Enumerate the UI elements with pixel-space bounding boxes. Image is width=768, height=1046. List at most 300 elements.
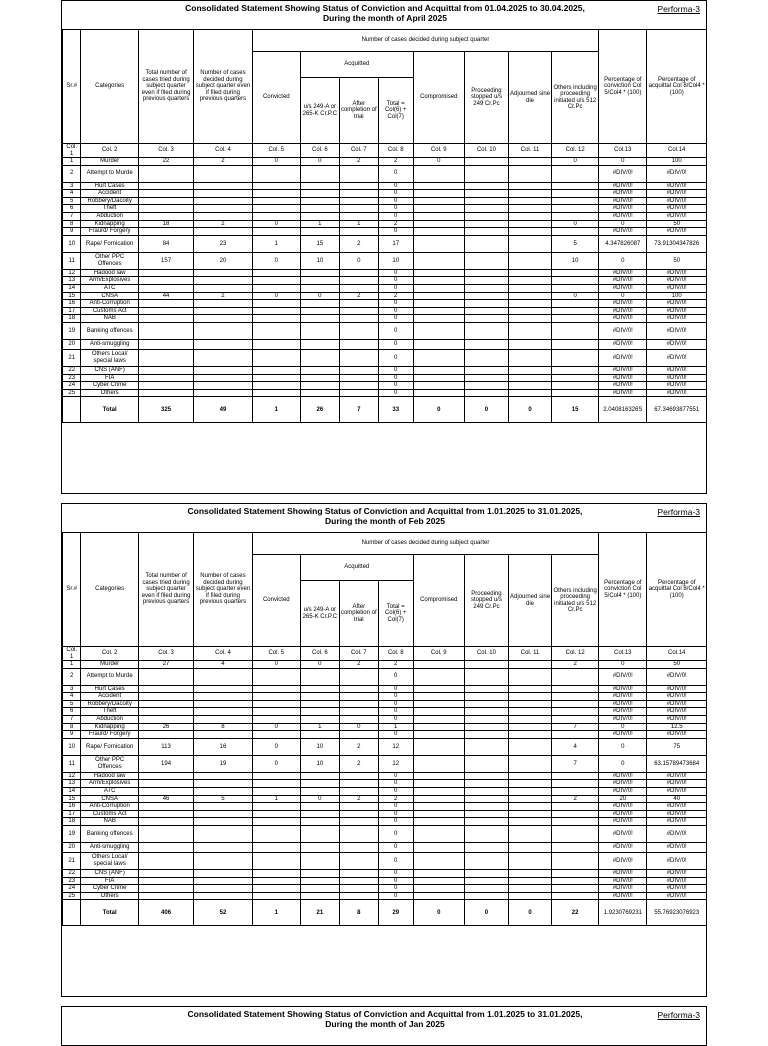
value-cell (194, 693, 252, 701)
value-cell (509, 292, 552, 300)
sr-cell: 4 (63, 190, 81, 198)
value-cell: #DIV/0! (647, 277, 707, 285)
category-cell: CNS (ANF) (81, 366, 138, 374)
value-cell: #DIV/0! (599, 772, 647, 780)
table-row (63, 339, 707, 349)
category-cell: Cyber Crime (81, 382, 138, 390)
value-cell (552, 284, 599, 292)
value-cell (252, 269, 300, 277)
col-number: Col. 3 (138, 144, 193, 158)
value-cell: #DIV/0! (647, 818, 707, 826)
value-cell (138, 825, 193, 842)
table-row (63, 803, 707, 811)
value-cell (509, 892, 552, 900)
value-cell (339, 228, 378, 236)
value-cell (194, 668, 252, 685)
value-cell (138, 190, 193, 198)
value-cell (413, 708, 464, 716)
value-cell (252, 374, 300, 382)
col-number: Col. 10 (464, 144, 508, 158)
value-cell: 7 (552, 755, 599, 772)
value-cell (138, 307, 193, 315)
value-cell: #DIV/0! (599, 300, 647, 308)
value-cell (252, 693, 300, 701)
value-cell: 0 (252, 723, 300, 731)
category-cell: Abduction (81, 212, 138, 220)
value-cell (339, 693, 378, 701)
value-cell (194, 228, 252, 236)
value-cell (464, 382, 508, 390)
table-row (63, 182, 707, 190)
category-cell: Theft (81, 708, 138, 716)
value-cell (339, 315, 378, 323)
value-cell (509, 389, 552, 397)
value-cell (339, 366, 378, 374)
table-row (63, 693, 707, 701)
value-cell (509, 197, 552, 205)
value-cell: #DIV/0! (599, 366, 647, 374)
value-cell (464, 292, 508, 300)
value-cell (194, 182, 252, 190)
performa-label: Performa-3 (657, 1010, 700, 1020)
value-cell: #DIV/0! (599, 787, 647, 795)
value-cell: #DIV/0! (647, 165, 707, 182)
value-cell (138, 668, 193, 685)
value-cell (552, 307, 599, 315)
category-cell: Hadood law (81, 269, 138, 277)
value-cell (509, 158, 552, 166)
value-cell (300, 197, 339, 205)
value-cell (413, 228, 464, 236)
value-cell (252, 165, 300, 182)
value-cell: 2 (339, 755, 378, 772)
value-cell (552, 315, 599, 323)
value-cell (509, 795, 552, 803)
value-cell (509, 738, 552, 755)
value-cell: 0 (378, 892, 413, 900)
col-number: Col. 7 (339, 647, 378, 661)
sheet-title: Consolidated Statement Showing Status of Conviction and Acquittal from 1.01.2025 to 31.01.2025, During the month of Jan 2025 (187, 1009, 583, 1029)
value-cell (552, 700, 599, 708)
table-row (63, 284, 707, 292)
value-cell (194, 284, 252, 292)
sr-cell: 15 (63, 292, 81, 300)
table-row (63, 269, 707, 277)
value-cell (194, 277, 252, 285)
value-cell (252, 772, 300, 780)
value-cell (194, 190, 252, 198)
sr-cell: 16 (63, 803, 81, 811)
value-cell: 50 (647, 220, 707, 228)
value-cell (464, 284, 508, 292)
value-cell (339, 190, 378, 198)
value-cell: 7 (552, 723, 599, 731)
value-cell (194, 366, 252, 374)
value-cell (194, 892, 252, 900)
value-cell (339, 818, 378, 826)
value-cell: 16 (194, 738, 252, 755)
value-cell: #DIV/0! (599, 715, 647, 723)
sr-cell: 6 (63, 708, 81, 716)
value-cell: 0 (378, 693, 413, 701)
value-cell: #DIV/0! (647, 885, 707, 893)
value-cell: #DIV/0! (599, 322, 647, 339)
value-cell (138, 731, 193, 739)
sr-cell: 21 (63, 852, 81, 869)
col-number: Col. 11 (509, 144, 552, 158)
sr-cell: 5 (63, 700, 81, 708)
value-cell: 0 (599, 158, 647, 166)
table-row (63, 228, 707, 236)
value-cell (464, 715, 508, 723)
value-cell: 0 (378, 228, 413, 236)
value-cell: 1 (378, 723, 413, 731)
header-compromised: Compromised (413, 555, 464, 647)
value-cell: #DIV/0! (599, 339, 647, 349)
header-decided: Number of cases decided during subject quarter even if filed during previous quarters (194, 30, 252, 144)
value-cell: #DIV/0! (599, 382, 647, 390)
value-cell: 194 (138, 755, 193, 772)
value-cell: #DIV/0! (647, 825, 707, 842)
value-cell: 10 (300, 755, 339, 772)
sr-cell: 3 (63, 182, 81, 190)
sr-cell: 10 (63, 738, 81, 755)
sr-cell: 22 (63, 869, 81, 877)
value-cell: #DIV/0! (647, 212, 707, 220)
value-cell (552, 803, 599, 811)
value-cell (552, 825, 599, 842)
table-row (63, 322, 707, 339)
value-cell (252, 731, 300, 739)
value-cell (339, 339, 378, 349)
value-cell: 0 (300, 795, 339, 803)
value-cell (464, 731, 508, 739)
value-cell: 0 (599, 252, 647, 269)
category-cell: Others (81, 389, 138, 397)
header-sr: Sr.# (63, 30, 81, 144)
value-cell: #DIV/0! (647, 269, 707, 277)
sr-cell: 18 (63, 818, 81, 826)
value-cell (552, 228, 599, 236)
value-cell (252, 228, 300, 236)
value-cell (509, 366, 552, 374)
col-number: Col. 2 (81, 647, 138, 661)
value-cell (300, 715, 339, 723)
value-cell (509, 708, 552, 716)
value-cell (509, 277, 552, 285)
value-cell (300, 787, 339, 795)
value-cell (252, 349, 300, 366)
total-value-cell: 1.9230769231 (599, 900, 647, 926)
value-cell (252, 715, 300, 723)
value-cell (413, 322, 464, 339)
value-cell (300, 382, 339, 390)
value-cell (138, 182, 193, 190)
value-cell: 75 (647, 738, 707, 755)
value-cell: 0 (252, 738, 300, 755)
value-cell: #DIV/0! (599, 852, 647, 869)
value-cell (509, 190, 552, 198)
value-cell: #DIV/0! (599, 818, 647, 826)
value-cell: #DIV/0! (647, 307, 707, 315)
value-cell (194, 731, 252, 739)
total-value-cell: 0 (413, 900, 464, 926)
col-number: Col. 5 (252, 647, 300, 661)
col-number: Col. 6 (300, 647, 339, 661)
value-cell (413, 277, 464, 285)
value-cell (138, 892, 193, 900)
table-row (63, 825, 707, 842)
value-cell (300, 892, 339, 900)
value-cell (413, 284, 464, 292)
category-cell: Hadood law (81, 772, 138, 780)
sr-cell: 12 (63, 772, 81, 780)
value-cell: 0 (378, 349, 413, 366)
value-cell (464, 205, 508, 213)
value-cell (413, 182, 464, 190)
value-cell (464, 389, 508, 397)
table-row (63, 252, 707, 269)
value-cell (300, 339, 339, 349)
value-cell: 2 (339, 235, 378, 252)
value-cell: 10 (300, 252, 339, 269)
category-cell: ATC (81, 284, 138, 292)
category-cell: Banking offences (81, 322, 138, 339)
category-cell: Robbery/Dacoity (81, 700, 138, 708)
value-cell (339, 389, 378, 397)
value-cell (509, 818, 552, 826)
value-cell (413, 731, 464, 739)
value-cell (552, 885, 599, 893)
value-cell: 2 (194, 220, 252, 228)
table-row (63, 366, 707, 374)
value-cell (194, 869, 252, 877)
value-cell: #DIV/0! (599, 284, 647, 292)
value-cell (252, 197, 300, 205)
value-cell: #DIV/0! (647, 389, 707, 397)
total-value-cell: 406 (138, 900, 193, 926)
value-cell: #DIV/0! (647, 700, 707, 708)
value-cell (138, 700, 193, 708)
table-row (63, 738, 707, 755)
value-cell: #DIV/0! (647, 685, 707, 693)
value-cell: 40 (647, 795, 707, 803)
table-row (63, 349, 707, 366)
value-cell: 0 (599, 220, 647, 228)
value-cell (413, 723, 464, 731)
total-value-cell: 0 (413, 397, 464, 423)
header-decided-group: Number of cases decided during subject quarter (252, 30, 599, 52)
value-cell (552, 810, 599, 818)
value-cell (552, 715, 599, 723)
category-cell: Cyber Crime (81, 885, 138, 893)
category-cell: Attempt to Murde (81, 668, 138, 685)
value-cell: #DIV/0! (599, 389, 647, 397)
value-cell (552, 668, 599, 685)
value-cell (552, 780, 599, 788)
header-us-249a: u/s 249-A or 265-K Cr.P.C (300, 581, 339, 647)
value-cell: 0 (378, 389, 413, 397)
value-cell (194, 374, 252, 382)
value-cell (552, 182, 599, 190)
value-cell (339, 322, 378, 339)
category-cell: Anti-smuggling (81, 842, 138, 852)
sr-cell: 9 (63, 731, 81, 739)
value-cell (252, 852, 300, 869)
value-cell: #DIV/0! (599, 892, 647, 900)
value-cell (300, 190, 339, 198)
value-cell: 0 (252, 220, 300, 228)
value-cell: #DIV/0! (647, 228, 707, 236)
value-cell (138, 715, 193, 723)
sr-cell: 1 (63, 158, 81, 166)
value-cell (194, 339, 252, 349)
value-cell (194, 818, 252, 826)
value-cell (252, 877, 300, 885)
table-row (63, 382, 707, 390)
col-number: Col. 1 (63, 144, 81, 158)
statement-table (62, 29, 707, 423)
header-acquitted: Acquitted (300, 555, 413, 581)
value-cell (339, 165, 378, 182)
value-cell: 0 (552, 292, 599, 300)
value-cell (300, 772, 339, 780)
category-cell: CNSA (81, 795, 138, 803)
value-cell (464, 795, 508, 803)
value-cell: 0 (378, 205, 413, 213)
total-value-cell: 7 (339, 397, 378, 423)
category-cell: Anti-Corruption (81, 803, 138, 811)
total-value-cell: 52 (194, 900, 252, 926)
value-cell: 2 (378, 795, 413, 803)
value-cell (413, 818, 464, 826)
value-cell (252, 787, 300, 795)
value-cell (509, 349, 552, 366)
value-cell: 1 (339, 220, 378, 228)
col-number: Col. 3 (138, 647, 193, 661)
value-cell: 0 (252, 158, 300, 166)
value-cell (194, 269, 252, 277)
col-number: Col. 9 (413, 144, 464, 158)
value-cell (509, 307, 552, 315)
value-cell: #DIV/0! (647, 190, 707, 198)
header-categories: Categories (81, 533, 138, 647)
value-cell: #DIV/0! (647, 772, 707, 780)
value-cell (252, 668, 300, 685)
value-cell (252, 182, 300, 190)
category-cell: Anti-smuggling (81, 339, 138, 349)
value-cell: 0 (378, 212, 413, 220)
value-cell (509, 852, 552, 869)
value-cell (339, 374, 378, 382)
statement-jan-2025 (61, 1006, 707, 1046)
value-cell (252, 869, 300, 877)
sr-cell: 5 (63, 197, 81, 205)
value-cell (339, 772, 378, 780)
header-compromised: Compromised (413, 52, 464, 144)
value-cell: 50 (647, 661, 707, 669)
value-cell (339, 852, 378, 869)
col-number: Col. 6 (300, 144, 339, 158)
value-cell: #DIV/0! (647, 284, 707, 292)
value-cell: 0 (378, 190, 413, 198)
value-cell: #DIV/0! (599, 693, 647, 701)
value-cell (252, 277, 300, 285)
value-cell (413, 205, 464, 213)
value-cell: 2 (194, 292, 252, 300)
value-cell: #DIV/0! (599, 708, 647, 716)
header-pct-conviction: Percentage of conviction Col 5/Col4 * (100) (599, 533, 647, 647)
value-cell: #DIV/0! (599, 842, 647, 852)
value-cell (413, 715, 464, 723)
value-cell: 22 (138, 158, 193, 166)
value-cell (413, 252, 464, 269)
value-cell (339, 803, 378, 811)
value-cell (413, 892, 464, 900)
value-cell (552, 389, 599, 397)
value-cell: 0 (378, 307, 413, 315)
value-cell: 44 (138, 292, 193, 300)
value-cell: 5 (552, 235, 599, 252)
value-cell: #DIV/0! (647, 197, 707, 205)
value-cell: 0 (378, 885, 413, 893)
value-cell (413, 235, 464, 252)
value-cell (413, 810, 464, 818)
table-row (63, 842, 707, 852)
value-cell (194, 307, 252, 315)
value-cell: #DIV/0! (599, 731, 647, 739)
sheet-title: Consolidated Statement Showing Status of Conviction and Acquittal from 01.04.2025 to 30.04.2025, During the month of April 2025 (185, 3, 585, 23)
value-cell: 12.5 (647, 723, 707, 731)
value-cell (138, 197, 193, 205)
value-cell (300, 322, 339, 339)
value-cell (413, 780, 464, 788)
value-cell: 0 (378, 668, 413, 685)
header-total-acquitted: Total = Col(6) + Col(7) (378, 581, 413, 647)
total-value-cell: 21 (300, 900, 339, 926)
value-cell (138, 708, 193, 716)
sr-cell: 2 (63, 165, 81, 182)
value-cell: 1 (252, 235, 300, 252)
value-cell (413, 842, 464, 852)
value-cell: 0 (378, 787, 413, 795)
category-cell: Others Local/ special laws (81, 349, 138, 366)
value-cell (339, 300, 378, 308)
sr-cell: 16 (63, 300, 81, 308)
value-cell (464, 755, 508, 772)
sr-cell: 7 (63, 715, 81, 723)
col-number: Col. 4 (194, 647, 252, 661)
total-value-cell: 8 (339, 900, 378, 926)
value-cell (194, 780, 252, 788)
value-cell (300, 165, 339, 182)
value-cell: #DIV/0! (599, 374, 647, 382)
sr-cell: 8 (63, 220, 81, 228)
value-cell (552, 366, 599, 374)
value-cell: 20 (599, 795, 647, 803)
value-cell: 2 (339, 292, 378, 300)
value-cell: #DIV/0! (647, 693, 707, 701)
value-cell (252, 212, 300, 220)
total-value-cell: 22 (552, 900, 599, 926)
value-cell: #DIV/0! (599, 212, 647, 220)
value-cell: #DIV/0! (599, 700, 647, 708)
table-row (63, 315, 707, 323)
value-cell (413, 852, 464, 869)
value-cell: #DIV/0! (647, 810, 707, 818)
value-cell (509, 877, 552, 885)
value-cell (300, 315, 339, 323)
